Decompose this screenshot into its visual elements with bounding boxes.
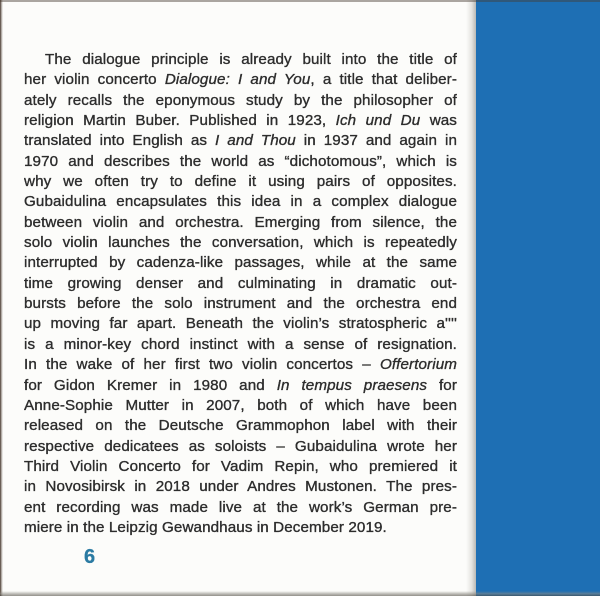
page-number: 6 — [84, 546, 96, 568]
text-line — [24, 213, 457, 233]
scan-edge-bottom — [0, 591, 600, 596]
text-segment: Third Violin Concerto for Vadim Repin, who premiered it — [24, 457, 457, 475]
text-segment: ately recalls the eponymous study by the philosopher of — [24, 91, 457, 109]
text-line — [24, 477, 457, 497]
text-segment: bursts before the solo instrument and the orchestra end — [24, 295, 457, 313]
text-line — [24, 396, 457, 416]
text-segment: , a title that deliber- — [310, 71, 457, 89]
text-line — [24, 376, 457, 396]
text-line — [24, 437, 457, 457]
text-segment: respective dedicatees as soloists – Gubaidulina wrote her — [24, 437, 457, 455]
text-segment: interrupted by cadenza-like passages, while at the same — [24, 254, 457, 272]
text-segment: miere in the Leipzig Gewandhaus in December 2019. — [24, 518, 387, 536]
text-segment: in Novosibirsk in 2018 under Andres Mustonen. The pres- — [24, 478, 457, 496]
italic-text: In tempus praesens — [276, 376, 428, 394]
text-line — [24, 50, 457, 70]
text-line — [24, 172, 457, 192]
text-segment: ent recording was made live at the work’s German pre- — [24, 498, 457, 516]
blue-spine-panel — [476, 0, 600, 596]
text-line — [24, 294, 457, 314]
text-segment: Anne-Sophie Mutter in 2007, both of which have been — [24, 396, 457, 414]
text-segment: for — [427, 376, 457, 394]
text-line — [24, 91, 457, 111]
text-segment: in 1937 and again in — [295, 132, 457, 150]
text-line — [24, 131, 457, 151]
text-line — [24, 335, 457, 355]
text-segment: religion Martin Buber. Published in 1923, — [24, 112, 336, 130]
text-segment: was — [420, 112, 457, 130]
text-line — [24, 355, 457, 375]
text-line — [24, 274, 457, 294]
text-segment: The dialogue principle is already built into the title of — [45, 51, 457, 68]
text-segment: 1970 and describes the world as “dichotomous”, which is — [24, 152, 457, 170]
text-segment: her violin concerto — [24, 71, 165, 89]
text-segment: why we often try to define it using pairs of opposites. — [24, 173, 457, 191]
text-line — [24, 416, 457, 436]
text-segment: time growing denser and culminating in dramatic out- — [24, 274, 457, 292]
scan-edge-top — [0, 0, 600, 2]
text-line — [24, 111, 457, 131]
italic-text: Ich und Du — [335, 112, 421, 130]
text-line — [24, 152, 457, 172]
booklet-text — [24, 50, 457, 538]
text-line — [24, 70, 457, 90]
text-line — [24, 192, 457, 212]
text-line — [24, 457, 457, 477]
text-line — [24, 498, 457, 518]
text-segment: for Gidon Kremer in 1980 and — [24, 376, 277, 394]
page-edge-shadow — [466, 0, 476, 596]
text-segment: between violin and orchestra. Emerging from silence, the — [24, 213, 457, 231]
text-line — [24, 233, 457, 253]
text-segment: In the wake of her first two violin concertos – — [24, 356, 380, 374]
text-segment: released on the Deutsche Grammophon label with their — [24, 417, 457, 435]
italic-text: Offertorium — [379, 356, 457, 374]
text-line — [24, 518, 457, 538]
scan-edge-left — [0, 0, 3, 596]
text-segment: Gubaidulina encapsulates this idea in a complex dialogue — [24, 193, 457, 211]
italic-text: I and Thou — [215, 132, 296, 150]
text-segment: translated into English as — [24, 132, 216, 150]
text-segment: is a minor-key chord instinct with a sense of resignation. — [24, 335, 457, 353]
text-segment: solo violin launches the conversation, which is repeatedly — [24, 234, 457, 252]
text-segment: up moving far apart. Beneath the violin’s stratospheric a'''' — [24, 315, 457, 333]
text-line — [24, 253, 457, 273]
italic-text: Dialogue: I and You — [164, 71, 311, 89]
text-line — [24, 314, 457, 334]
